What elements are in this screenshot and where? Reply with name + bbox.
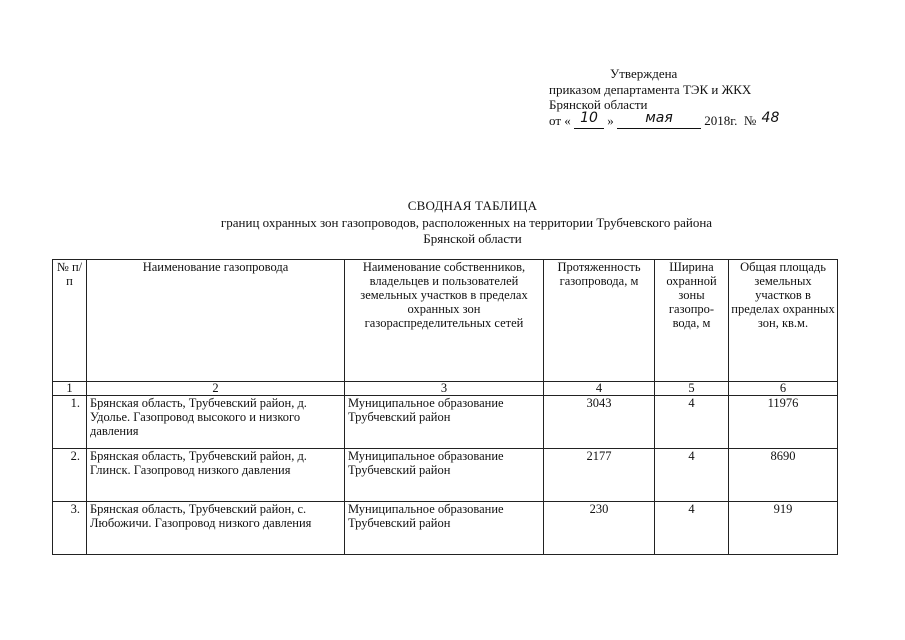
pipeline-name: Брянская область, Трубчевский район, с. Любожичи. Газопровод низкого давления <box>87 502 345 555</box>
row-number: 3. <box>53 502 87 555</box>
header-cell: Наименование газопровода <box>87 260 345 382</box>
zone-area: 11976 <box>729 396 838 449</box>
header-cell: Протяженность газопровода, м <box>544 260 655 382</box>
table-row <box>53 449 838 502</box>
zone-width: 4 <box>655 449 729 502</box>
header-cell: Ширина охранной зоны газопро-вода, м <box>655 260 729 382</box>
document-title <box>0 198 905 248</box>
approval-region-line: Брянской области <box>549 97 648 112</box>
column-number: 1 <box>53 382 87 396</box>
column-number: 2 <box>87 382 345 396</box>
date-prefix: от « <box>549 112 571 128</box>
pipeline-length: 2177 <box>544 449 655 502</box>
row-number: 2. <box>53 449 87 502</box>
zone-area: 8690 <box>729 449 838 502</box>
zone-area: 919 <box>729 502 838 555</box>
title-region: Брянской области <box>423 231 522 246</box>
handwritten-day: 10 <box>574 114 604 129</box>
date-mid: » <box>607 112 614 128</box>
handwritten-number: 48 <box>761 109 780 126</box>
pipeline-length: 3043 <box>544 396 655 449</box>
header-cell: Наименование собственников, владельцев и пользователей земельных участков в пределах охранных зон газораспределительных сетей <box>345 260 544 382</box>
approval-date-line <box>549 109 780 130</box>
column-number: 3 <box>345 382 544 396</box>
pipeline-name: Брянская область, Трубчевский район, д. Удолье. Газопровод высокого и низкого давления <box>87 396 345 449</box>
zone-width: 4 <box>655 396 729 449</box>
header-cell: № п/п <box>53 260 87 382</box>
owner-name: Муниципальное образование Трубчевский район <box>345 396 544 449</box>
approval-stamp <box>549 66 779 129</box>
date-year: 2018г. <box>704 112 738 128</box>
pipeline-name: Брянская область, Трубчевский район, д. Глинск. Газопровод низкого давления <box>87 449 345 502</box>
handwritten-month: мая <box>617 114 701 129</box>
title-main: СВОДНАЯ ТАБЛИЦА <box>407 198 538 213</box>
pipeline-length: 230 <box>544 502 655 555</box>
row-number: 1. <box>53 396 87 449</box>
table-row <box>53 502 838 555</box>
column-number: 4 <box>544 382 655 396</box>
gas-pipeline-table <box>52 259 838 555</box>
header-cell: Общая площадь земельных участков в пределах охранных зон, кв.м. <box>729 260 838 382</box>
owner-name: Муниципальное образование Трубчевский район <box>345 502 544 555</box>
owner-name: Муниципальное образование Трубчевский район <box>345 449 544 502</box>
column-number-row <box>53 382 838 396</box>
approval-order-line: приказом департамента ТЭК и ЖКХ <box>549 81 752 97</box>
column-number: 5 <box>655 382 729 396</box>
number-sign: № <box>743 112 757 128</box>
column-number: 6 <box>729 382 838 396</box>
approval-heading: Утверждена <box>610 66 678 81</box>
table-row <box>53 396 838 449</box>
zone-width: 4 <box>655 502 729 555</box>
title-subtitle: границ охранных зон газопроводов, расположенных на территории Трубчевского района <box>220 214 713 230</box>
table-header-row <box>53 260 838 382</box>
